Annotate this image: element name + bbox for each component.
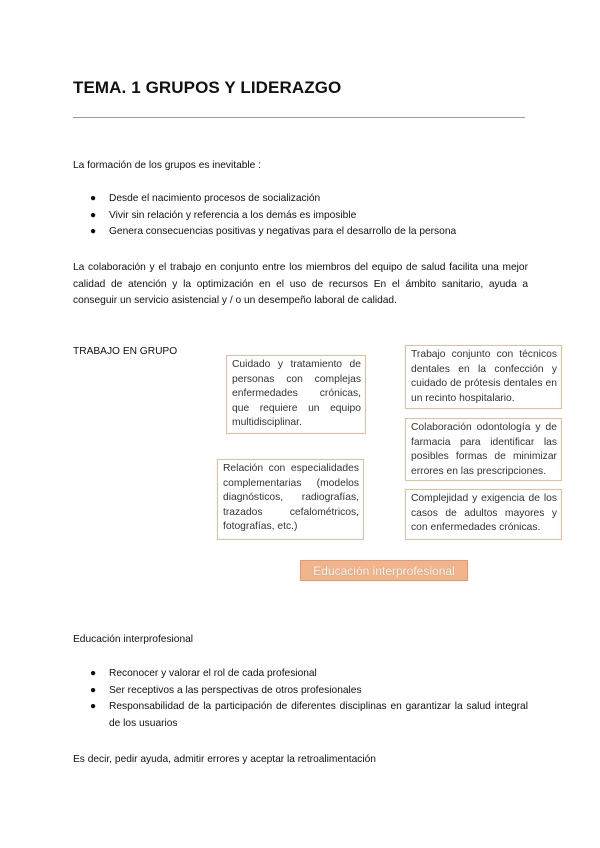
bullet-icon: ● (90, 668, 97, 679)
list-item (73, 666, 528, 683)
list-item-text: Responsabilidad de la participación de diferentes disciplinas en garantizar la salud integral de los usuarios (109, 701, 528, 729)
section-title-educacion: Educación interprofesional (73, 634, 194, 645)
list-item-text: Genera consecuencias positivas y negativas para el desarrollo de la persona (109, 226, 457, 237)
concept-box-farmacia: Colaboración odontología y de farmacia para identificar las posibles formas de minimizar errores en las prescripciones. (405, 418, 562, 481)
concept-box-cuidado: Cuidado y tratamiento de personas con complejas enfermedades crónicas, que requiere un equipo multidisciplinar. (226, 355, 366, 434)
list-item (73, 208, 528, 225)
list-item (73, 191, 528, 208)
list-item-text: Desde el nacimiento procesos de socialización (109, 193, 321, 204)
bullet-icon: ● (90, 193, 97, 204)
document-title: TEMA. 1 GRUPOS Y LIDERAZGO (73, 78, 342, 97)
list-item-text: Ser receptivos a las perspectivas de otros profesionales (109, 684, 362, 696)
closing-text: Es decir, pedir ayuda, admitir errores y aceptar la retroalimentación (73, 754, 376, 765)
intro-bullet-list (73, 191, 528, 241)
section-title-trabajo: TRABAJO EN GRUPO (73, 346, 178, 357)
body-paragraph: La colaboración y el trabajo en conjunto entre los miembros del equipo de salud facilita una mejor calidad de atención y la optimización en el uso de recursos En el ámbito sanitario, ayuda a conseguir un servicio asistencial y / o un desempeño laboral de calidad. (73, 262, 528, 306)
list-item (73, 699, 528, 732)
concept-box-complejidad: Complejidad y exigencia de los casos de adultos mayores y con enfermedades crónicas. (405, 489, 562, 540)
list-item (73, 224, 528, 241)
intro-text: La formación de los grupos es inevitable : (73, 160, 262, 171)
concept-box-tecnicos: Trabajo conjunto con técnicos dentales en la confección y cuidado de prótesis dentales en un recinto hospitalario. (405, 345, 562, 409)
list-item-text: Vivir sin relación y referencia a los demás es imposible (109, 209, 357, 221)
list-item-text: Reconocer y valorar el rol de cada profesional (109, 668, 317, 679)
title-divider (73, 117, 525, 118)
educacion-bullet-list (73, 666, 528, 732)
concept-box-especialidades: Relación con especialidades complementarias (modelos diagnósticos, radiografías, trazados cefalométricos, fotografías, etc.) (217, 459, 364, 540)
bullet-icon: ● (90, 701, 97, 712)
bullet-icon: ● (90, 209, 97, 221)
list-item (73, 683, 528, 700)
central-badge: Educación interprofesional (300, 560, 468, 581)
bullet-icon: ● (90, 226, 97, 237)
bullet-icon: ● (90, 684, 97, 696)
